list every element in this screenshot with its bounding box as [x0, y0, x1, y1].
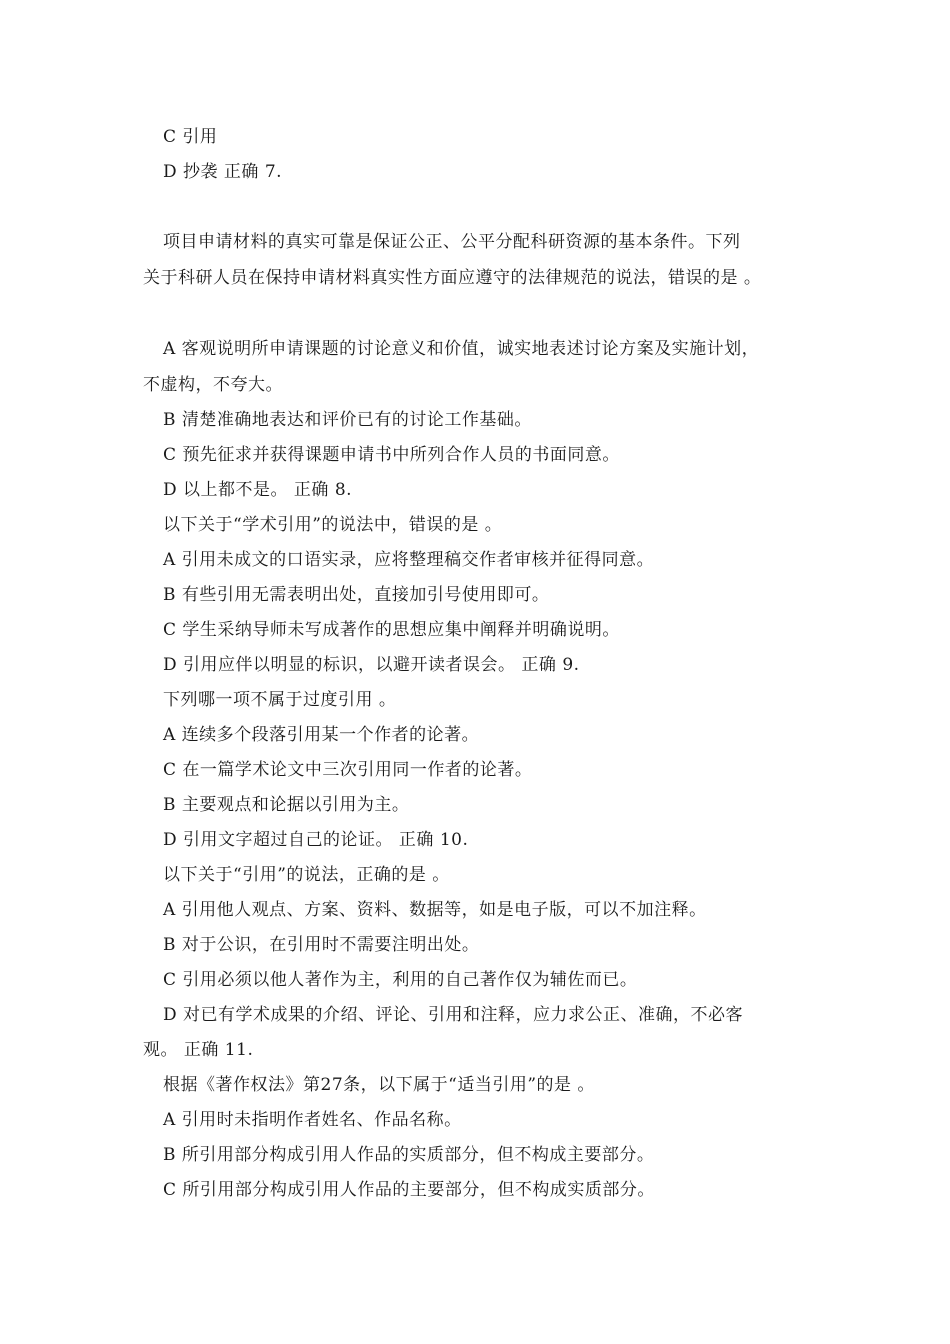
question-9-option-d-answer-10: D 引用文字超过自己的论证。 正确 10. — [163, 830, 469, 850]
question-7-text-line-1: 项目申请材料的真实可靠是保证公正、公平分配科研资源的基本条件。下列 — [163, 232, 741, 252]
question-7-option-a-line-2: 不虚构，不夸大。 — [143, 375, 283, 395]
question-9-text: 下列哪一项不属于过度引用 。 — [163, 690, 397, 710]
question-8-option-a: A 引用未成文的口语实录，应将整理稿交作者审核并征得同意。 — [163, 550, 655, 570]
question-7-option-d-answer-8: D 以上都不是。 正确 8. — [163, 480, 353, 500]
question-11-text: 根据《著作权法》第27条，以下属于“适当引用”的是 。 — [163, 1075, 595, 1095]
question-10-option-b: B 对于公识，在引用时不需要注明出处。 — [163, 935, 480, 955]
question-8-option-b: B 有些引用无需表明出处，直接加引号使用即可。 — [163, 585, 550, 605]
question-10-option-a: A 引用他人观点、方案、资料、数据等，如是电子版，可以不加注释。 — [163, 900, 707, 920]
question-8-text: 以下关于“学术引用”的说法中，错误的是 。 — [163, 515, 503, 535]
question-7-option-c: C 预先征求并获得课题申请书中所列合作人员的书面同意。 — [163, 445, 620, 465]
option-d-plagiarism-answer-7: D 抄袭 正确 7. — [163, 162, 283, 182]
question-7-option-b: B 清楚准确地表达和评价已有的讨论工作基础。 — [163, 410, 532, 430]
question-11-option-a: A 引用时未指明作者姓名、作品名称。 — [163, 1110, 462, 1130]
question-8-option-d-answer-9: D 引用应伴以明显的标识，以避开读者误会。 正确 9. — [163, 655, 580, 675]
question-10-text: 以下关于“引用”的说法，正确的是 。 — [163, 865, 450, 885]
question-11-option-b: B 所引用部分构成引用人作品的实质部分，但不构成主要部分。 — [163, 1145, 655, 1165]
question-10-option-d-line-2-answer-11: 观。 正确 11. — [143, 1040, 254, 1060]
question-10-option-c: C 引用必须以他人著作为主，利用的自己著作仅为辅佐而已。 — [163, 970, 638, 990]
option-c-citation: C 引用 — [163, 127, 218, 147]
question-9-option-c: C 在一篇学术论文中三次引用同一作者的论著。 — [163, 760, 533, 780]
question-10-option-d-line-1: D 对已有学术成果的介绍、评论、引用和注释，应力求公正、准确，不必客 — [163, 1005, 744, 1025]
question-7-text-line-2: 关于科研人员在保持申请材料真实性方面应遵守的法律规范的说法，错误的是 。 — [143, 268, 762, 288]
question-9-option-b: B 主要观点和论据以引用为主。 — [163, 795, 410, 815]
question-11-option-c: C 所引用部分构成引用人作品的主要部分，但不构成实质部分。 — [163, 1180, 655, 1200]
question-7-option-a-line-1: A 客观说明所申请课题的讨论意义和价值，诚实地表述讨论方案及实施计划， — [163, 339, 760, 359]
question-8-option-c: C 学生采纳导师未写成著作的思想应集中阐释并明确说明。 — [163, 620, 620, 640]
question-9-option-a: A 连续多个段落引用某一个作者的论著。 — [163, 725, 480, 745]
